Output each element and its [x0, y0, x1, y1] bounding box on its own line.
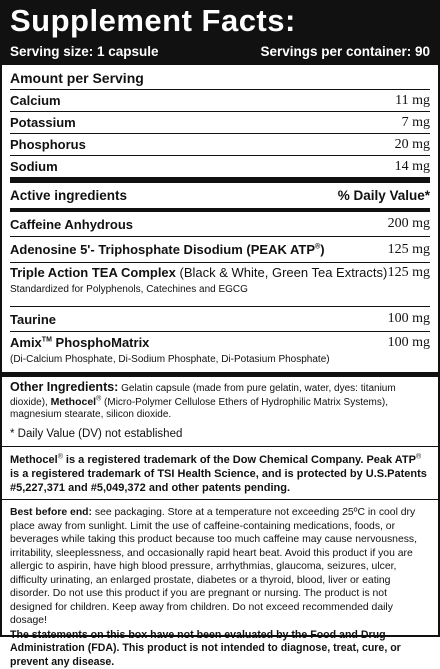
page-title: Supplement Facts: — [10, 4, 430, 38]
servings-per-container: Servings per container: 90 — [260, 44, 430, 59]
adenosine-name-close: ) — [320, 242, 324, 257]
serving-info — [10, 44, 430, 59]
amix-name: Amix — [10, 335, 42, 350]
daily-value-label: % Daily Value* — [338, 183, 430, 208]
amount-per-serving-label: Amount per Serving — [10, 65, 430, 90]
ingredient-amount: 200 mg — [388, 216, 430, 232]
storage-warnings — [2, 500, 438, 669]
fda-disclaimer: The statements on this box have not been evaluated by the Food and Drug Administration (FDA). This product is not intended to diagnose, treat, cure, or prevent any disease. — [10, 629, 430, 669]
warnings-text: see packaging. Store at a temperature not exceeding 25ºC in cool dry place away from sunlight. Limit the use of caffeine-containing medications, foods, or beverages while taking this product because too much caffeine may cause nervousness, irritability, sleeplessness, and occasionally rapid heart beat. Avoid this product if you are allergic to aspirin, have high blood pressure, arrhythmias, glaucoma, seizures, ulcer, difficulty urinating, an enlarged prostate, diabetes or a thyroid, blood, liver or eating disorder. Do not use this product if you are pregnant or nursing. The product is not designed for children. Keep away from children. Do not exceed recommended daily dosage! — [10, 507, 417, 626]
adenosine-name-text: Adenosine 5'- Triphosphate Disodium (PEAK ATP — [10, 242, 315, 257]
ingredient-name: Triple Action TEA Complex — [10, 265, 176, 280]
ingredient-subtext: (Di-Calcium Phosphate, Di-Sodium Phosphate, Di-Potasium Phosphate) — [10, 353, 330, 367]
mineral-amount: 14 mg — [395, 159, 430, 175]
tea-complex-text — [10, 265, 387, 306]
registered-mark: ® — [315, 244, 320, 251]
methocel-name: Methocel — [51, 396, 97, 408]
other-text-2: (Micro-Polymer Cellulose Ethers of Hydrophilic Matrix Systems), magnesium stearate, silicon dioxide. — [10, 397, 388, 421]
mineral-name: Potassium — [10, 115, 76, 130]
ingredient-row-taurine — [10, 307, 430, 332]
mineral-row-sodium — [10, 156, 430, 183]
mineral-row-potassium — [10, 112, 430, 134]
ingredient-amount: 125 mg — [388, 265, 430, 306]
trademark-notice — [2, 447, 438, 500]
other-ingredients-label: Other Ingredients: — [10, 380, 118, 394]
other-text-1: Gelatin capsule (made from pure gelatin, water, dyes: titanium dioxide), — [10, 383, 396, 408]
ingredient-row-tea-complex — [10, 263, 430, 307]
serving-size: Serving size: 1 capsule — [10, 44, 159, 59]
ingredient-row-phosphomatrix — [10, 332, 430, 372]
ingredient-name: Caffeine Anhydrous — [10, 217, 133, 232]
registered-mark: ® — [96, 395, 101, 402]
phosphomatrix-text — [10, 335, 330, 372]
ingredient-amount: 100 mg — [388, 335, 430, 372]
ingredient-subtext: Standardized for Polyphenols, Catechines and EGCG — [10, 283, 387, 297]
other-ingredients — [2, 372, 438, 447]
active-ingredients-header — [10, 183, 430, 212]
legal-part-3: is a registered trademark of TSI Health Science, and is protected by U.S.Patents #5,227,371 and #5,049,372 and other patents pending. — [10, 468, 427, 494]
ingredient-amount: 100 mg — [388, 311, 430, 327]
mineral-name: Calcium — [10, 93, 61, 108]
ingredient-name: Taurine — [10, 312, 56, 327]
ingredient-name — [10, 242, 325, 257]
mineral-amount: 20 mg — [395, 137, 430, 153]
legal-part-1: Methocel — [10, 454, 58, 466]
registered-mark: ® — [416, 453, 421, 460]
facts-header — [2, 2, 438, 65]
ingredient-detail: (Black & White, Green Tea Extracts) — [180, 265, 388, 280]
best-before-label: Best before end: — [10, 507, 92, 518]
legal-part-2: is a registered trademark of the Dow Chemical Company. Peak ATP — [63, 454, 416, 466]
daily-value-note: * Daily Value (DV) not established — [10, 428, 430, 441]
ingredient-row-caffeine — [10, 212, 430, 237]
ingredient-row-adenosine — [10, 237, 430, 263]
mineral-amount: 7 mg — [402, 115, 430, 131]
registered-mark: ® — [58, 453, 63, 460]
amount-section — [2, 65, 438, 372]
active-ingredients-label: Active ingredients — [10, 183, 127, 208]
mineral-name: Phosphorus — [10, 137, 86, 152]
phosphomatrix-name: PhosphoMatrix — [52, 335, 150, 350]
trademark-mark: TM — [42, 337, 52, 344]
mineral-amount: 11 mg — [395, 93, 430, 109]
ingredient-amount: 125 mg — [388, 242, 430, 258]
mineral-row-calcium — [10, 90, 430, 112]
mineral-row-phosphorus — [10, 134, 430, 156]
mineral-name: Sodium — [10, 159, 58, 174]
